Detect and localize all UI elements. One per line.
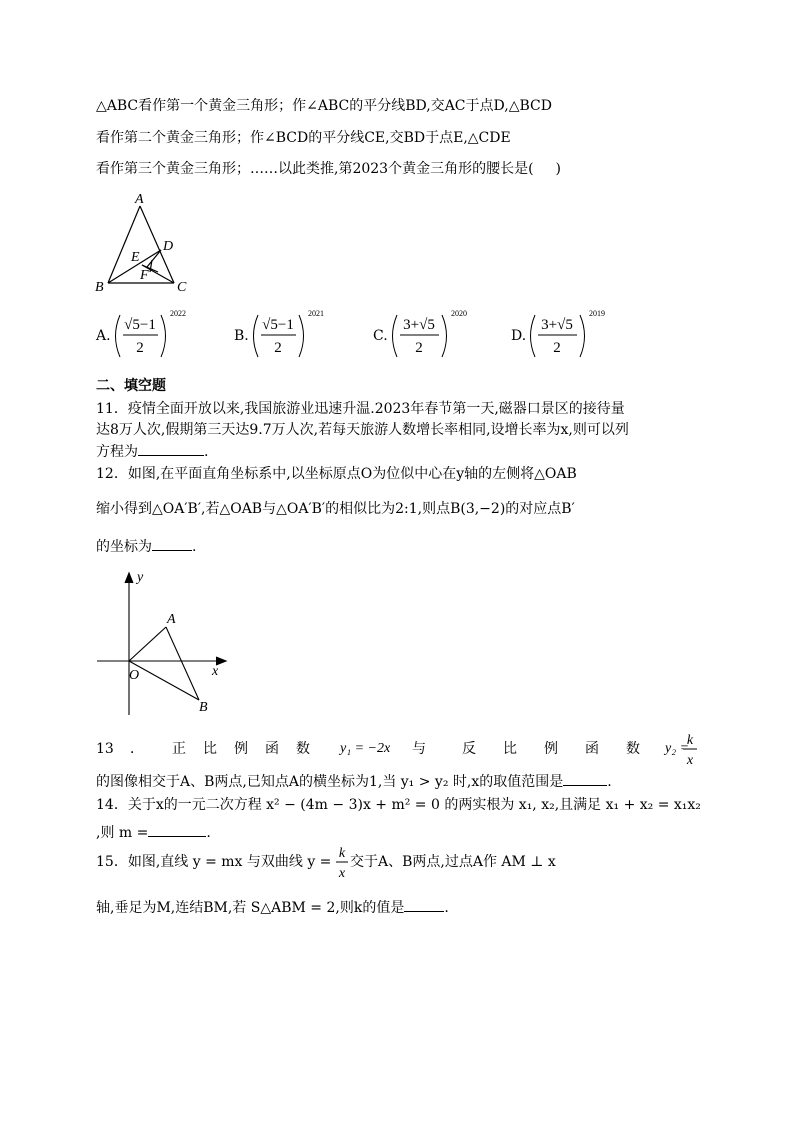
q13-word1-3: 函 bbox=[265, 741, 279, 757]
option-c-exponent: 2020 bbox=[451, 309, 467, 318]
option-d[interactable] bbox=[511, 309, 621, 362]
option-c-numerator: 3+√5 bbox=[403, 317, 435, 333]
q10-line3-prefix: 看作第三个黄金三角形；……以此类推,第2023个黄金三角形的腰长是( bbox=[96, 161, 534, 177]
q14-line2: ,则 m = . bbox=[96, 825, 211, 841]
option-b-denominator: 2 bbox=[274, 340, 282, 356]
q13-word2-2: 例 bbox=[544, 741, 558, 757]
q13-f2-lhs: y₂ = bbox=[665, 741, 690, 756]
q10-line2: 看作第二个黄金三角形；作∠BCD的平分线CE,交BD于点E,△CDE bbox=[96, 130, 511, 146]
q13-word2-1: 比 bbox=[503, 741, 517, 757]
option-d-label: D. bbox=[511, 328, 527, 344]
option-d-numerator: 3+√5 bbox=[541, 317, 573, 333]
q12-line2: 缩小得到△OA′B′,若△OAB与△OA′B′的相似比为2:1,则点B(3,−2)的对应点B′ bbox=[96, 501, 575, 517]
option-a-denominator: 2 bbox=[136, 340, 144, 356]
q13-word2-3: 函 bbox=[585, 741, 599, 757]
q14-line2-text: ,则 m = bbox=[96, 825, 149, 841]
q10-line1: △ABC看作第一个黄金三角形；作∠ABC的平分线BD,交AC于点D,△BCD bbox=[96, 98, 552, 114]
option-d-denominator: 2 bbox=[553, 340, 561, 356]
fig-label-D: D bbox=[163, 239, 174, 254]
q13-yu: 与 bbox=[412, 741, 426, 757]
option-b-expression bbox=[252, 309, 332, 364]
option-c-denominator: 2 bbox=[415, 340, 423, 356]
q10-line3-suffix: ) bbox=[555, 161, 562, 177]
q15-suffix: 交于A、B两点,过点A作 AM ⊥ x bbox=[350, 854, 556, 870]
q15-line2: 轴,垂足为M,连结BM,若 S△ABM = 2,则k的值是 . bbox=[96, 900, 449, 916]
q15-answer-blank[interactable] bbox=[404, 898, 444, 912]
option-a-numerator: √5−1 bbox=[124, 317, 156, 333]
q13-f2-den: x bbox=[686, 753, 694, 768]
q11-line2: 达8万人次,假期第三天达9.7万人次,若每天旅游人数增长率相同,设增长率为x,则可以列 bbox=[96, 422, 629, 438]
q13-f1: y₁ = −2x bbox=[340, 741, 391, 756]
q10-line3 bbox=[96, 160, 561, 178]
option-a-exponent: 2022 bbox=[170, 309, 186, 318]
option-d-exponent: 2019 bbox=[589, 309, 605, 318]
fig-label-F: F bbox=[140, 268, 149, 283]
q15-frac-num: k bbox=[338, 846, 346, 861]
option-a-expression bbox=[114, 309, 194, 364]
q12-line3-text: 的坐标为 bbox=[96, 539, 152, 555]
option-c[interactable] bbox=[373, 309, 483, 362]
fig-label-C: C bbox=[177, 280, 187, 295]
q14-line1: 14．关于x的一元二次方程 x² − (4m − 3)x + m² = 0 的两实根为 x₁, x₂,且满足 x₁ + x₂ = x₁x₂ bbox=[96, 797, 701, 813]
axis-label-y: y bbox=[137, 570, 144, 585]
q15-fraction bbox=[335, 844, 349, 880]
q11-line1: 11．疫情全面开放以来,我国旅游业迅速升温.2023年春节第一天,磁器口景区的接待量 bbox=[96, 401, 625, 417]
q14-answer-blank[interactable] bbox=[148, 823, 206, 837]
option-a[interactable] bbox=[96, 309, 206, 362]
golden-triangle-figure bbox=[92, 188, 202, 298]
q12-answer-blank[interactable] bbox=[152, 537, 192, 551]
option-c-label: C. bbox=[373, 328, 388, 344]
origin-label-O: O bbox=[129, 668, 140, 683]
q12-line1: 12．如图,在平面直角坐标系中,以坐标原点O为位似中心在y轴的左侧将△OAB bbox=[96, 466, 577, 482]
option-b-exponent: 2021 bbox=[308, 309, 324, 318]
option-d-expression bbox=[529, 309, 609, 364]
q13-line2-text: 的图像相交于A、B两点,已知点A的横坐标为1,当 y₁ > y₂ 时,x的取值范围是 bbox=[96, 774, 564, 790]
q13-line1 bbox=[96, 740, 114, 758]
option-b-numerator: √5−1 bbox=[262, 317, 294, 333]
coordinate-figure bbox=[92, 565, 242, 720]
q15-prefix: 15．如图,直线 y = mx 与双曲线 y = bbox=[96, 854, 332, 870]
option-b-label: B. bbox=[234, 328, 249, 344]
section-title: 二、填空题 bbox=[96, 378, 166, 394]
option-b[interactable] bbox=[234, 309, 344, 362]
q13-word2-0: 反 bbox=[462, 741, 476, 757]
q13-answer-blank[interactable] bbox=[563, 772, 607, 786]
q11-line3: 方程为 . bbox=[96, 444, 209, 460]
option-a-label: A. bbox=[96, 328, 111, 344]
q15-line2-text: 轴,垂足为M,连结BM,若 S△ABM = 2,则k的值是 bbox=[96, 900, 405, 916]
q13-word1-2: 例 bbox=[234, 741, 248, 757]
q12-line3: 的坐标为 . bbox=[96, 539, 197, 555]
option-c-expression bbox=[391, 309, 471, 364]
q13-word1-4: 数 bbox=[296, 741, 310, 757]
q13-word1-1: 比 bbox=[203, 741, 217, 757]
q13-f2-fraction bbox=[680, 731, 700, 767]
fig-label-B: B bbox=[95, 280, 104, 295]
q15-frac-den: x bbox=[338, 866, 346, 881]
fig-label-E: E bbox=[131, 250, 140, 265]
axis-label-x: x bbox=[212, 664, 219, 679]
fig-label-A: A bbox=[135, 192, 144, 207]
q13-dot: ． bbox=[130, 741, 144, 757]
q13-word2-4: 数 bbox=[626, 741, 640, 757]
q11-answer-blank[interactable] bbox=[138, 442, 204, 456]
q13-number: 13 bbox=[96, 741, 114, 757]
q13-line2: 的图像相交于A、B两点,已知点A的横坐标为1,当 y₁ > y₂ 时,x的取值范围是 . bbox=[96, 774, 612, 790]
q11-line3-text: 方程为 bbox=[96, 444, 138, 460]
q13-f2-num: k bbox=[686, 733, 694, 748]
q13-word1-0: 正 bbox=[172, 741, 186, 757]
point-label-B: B bbox=[199, 700, 208, 715]
point-label-A: A bbox=[167, 612, 176, 627]
